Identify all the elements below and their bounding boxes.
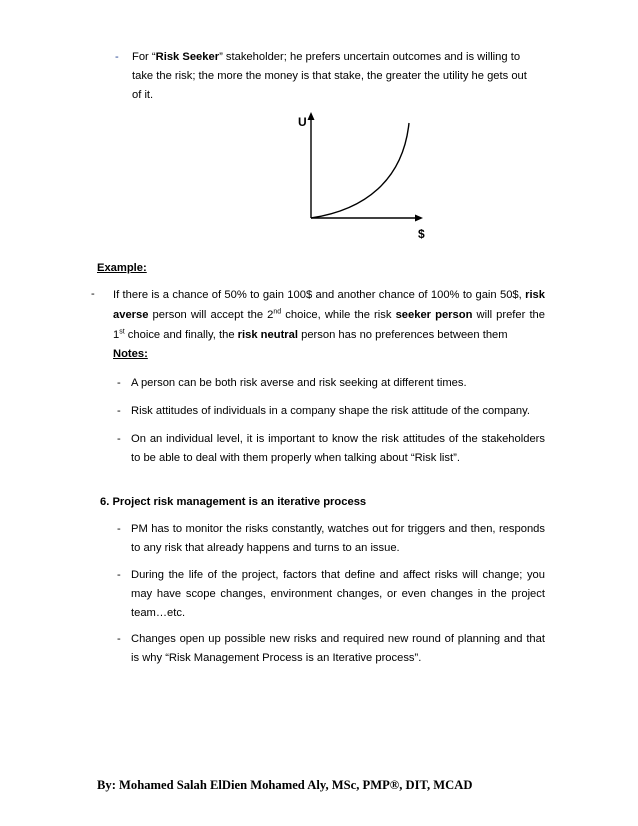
risk-seeker-term: Risk Seeker [155,51,220,63]
example-sup-nd: nd [273,308,282,316]
notes-item-dash: - [117,433,121,445]
example-heading: Example: [97,262,147,274]
graph-y-arrow [308,112,315,120]
risk-seeker-post: ” stakeholder; he prefers uncertain outcomes and is willing to take the risk; the more the money is that stake, the greater the utility he gets out of it. [132,51,527,101]
example-risk-neutral: risk neutral [237,329,298,341]
notes-item-dash: - [117,405,121,417]
example-risk-averse: risk averse [113,289,545,321]
risk-seeker-paragraph [132,48,537,105]
notes-item: A person can be both risk averse and risk seeking at different times. [131,377,467,389]
notes-item: Risk attitudes of individuals in a company shape the risk attitude of the company. [131,405,531,417]
example-paragraph [113,285,545,345]
risk-seeker-pre: For “ [132,51,156,63]
utility-curve-graph [290,108,440,243]
graph-x-label: $ [418,227,425,241]
footer-author: By: Mohamed Salah ElDien Mohamed Aly, MSc, PMP®, DIT, MCAD [97,778,473,792]
bullet-dash: - [115,51,119,63]
notes-heading: Notes: [113,348,148,360]
example-text-3: choice, while the risk [281,309,396,321]
example-text-6: person has no preferences between them [298,329,508,341]
section-6-item: PM has to monitor the risks constantly, watches out for triggers and then, responds to any risk that already happens and turns to an issue. [131,523,545,554]
section-6-item: During the life of the project, factors that define and affect risks will change; you may have scope changes, environment changes, or even changes in the project team…etc. [131,569,545,619]
example-seeker-person: seeker person [395,309,473,321]
example-text-2: person will accept the 2 [148,309,274,321]
graph-utility-curve [311,123,409,218]
notes-item-dash: - [117,377,121,389]
notes-item: On an individual level, it is important to know the risk attitudes of the stakeholders to be able to deal with them properly when talking about “Risk list”. [131,433,545,464]
section-6-item: Changes open up possible new risks and required new round of planning and that is why “Risk Management Process is an Iterative process”. [131,633,545,664]
section-6-item-dash: - [117,523,121,535]
section-6-item-dash: - [117,633,121,645]
example-dash: - [91,288,95,300]
section-6-item-dash: - [117,569,121,581]
graph-x-arrow [415,215,423,222]
example-text-4: will prefer the 1 [113,309,546,341]
section-6-heading: 6. Project risk management is an iterative process [100,496,367,508]
graph-y-label: U [298,115,307,129]
example-text-5: choice and finally, the [124,329,238,341]
example-sup-st: st [119,328,125,336]
example-text-1: If there is a chance of 50% to gain 100$ and another chance of 100% to gain 50$, [113,289,526,301]
